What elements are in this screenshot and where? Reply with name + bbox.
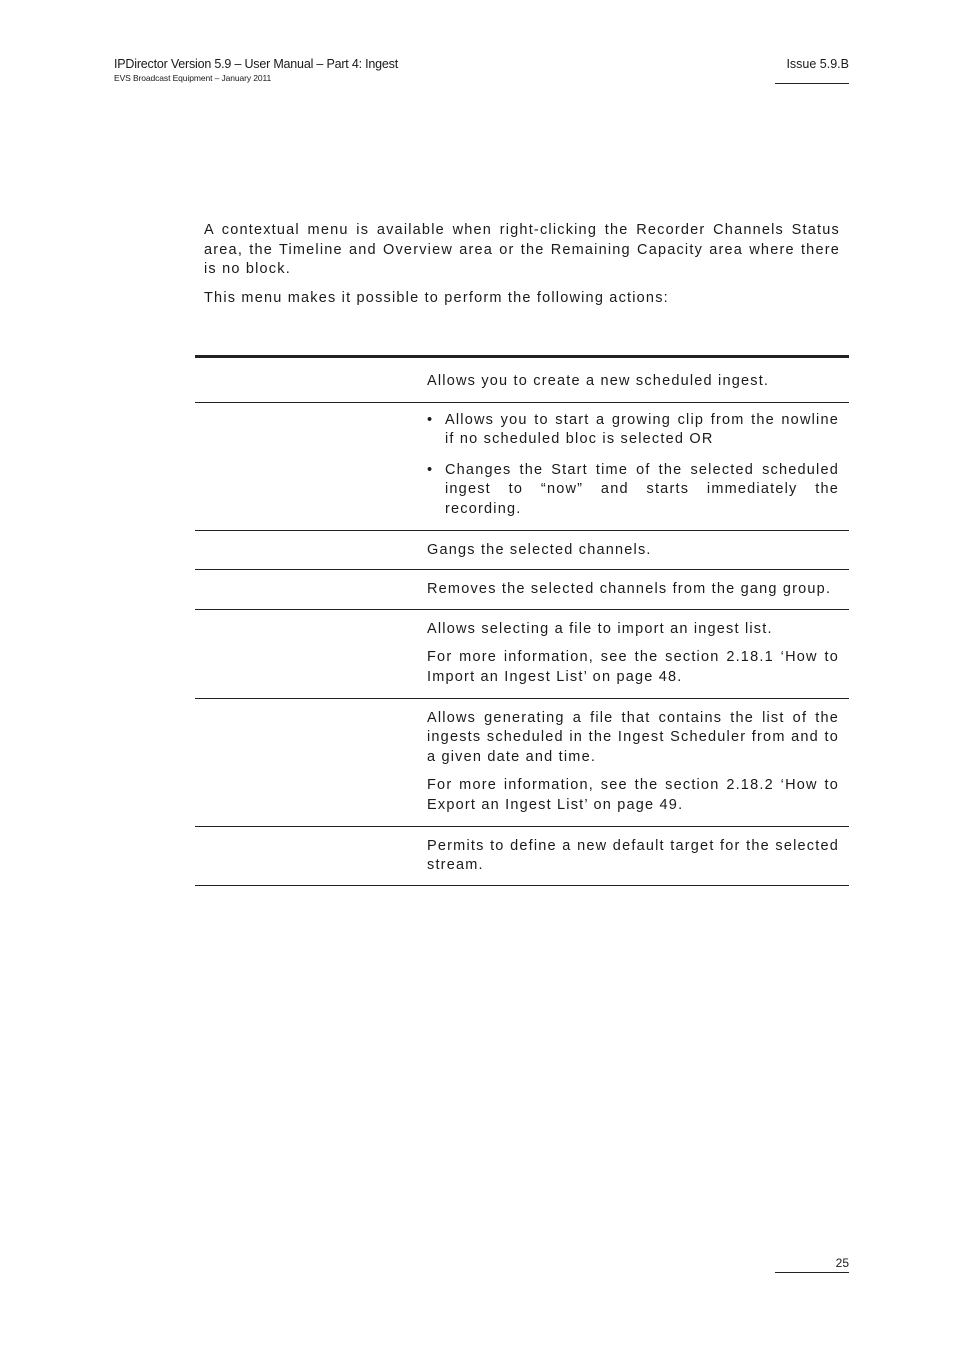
table-row [195, 358, 849, 403]
table-row [195, 403, 849, 531]
description-text: Gangs the selected channels. [427, 541, 652, 558]
page-header [114, 57, 398, 83]
action-name [195, 372, 417, 392]
description-text: Allows selecting a file to import an ingest list. [427, 620, 773, 637]
action-name [195, 837, 417, 876]
bullet-icon: • [427, 411, 434, 428]
bullet-icon: • [427, 461, 434, 478]
description-text: Removes the selected channels from the gang group. [427, 581, 832, 598]
action-description [417, 541, 849, 561]
action-description [417, 837, 849, 876]
actions-table [195, 355, 849, 886]
action-description [417, 372, 849, 392]
action-name [195, 411, 417, 520]
document-title: IPDirector Version 5.9 – User Manual – Part 4: Ingest [114, 57, 398, 71]
action-description [417, 580, 849, 600]
table-row [195, 531, 849, 571]
table-row [195, 610, 849, 699]
description-text: Allows generating a file that contains the list of the ingests scheduled in the Ingest Scheduler from and to a given date and time. [427, 709, 839, 765]
bullet-text: Allows you to start a growing clip from the nowline if no scheduled bloc is selected OR [445, 411, 839, 448]
description-text: Permits to define a new default target for the selected stream. [427, 837, 839, 874]
page-number: 25 [775, 1256, 849, 1273]
description-text: Allows you to create a new scheduled ingest. [427, 373, 770, 389]
intro-paragraph: A contextual menu is available when right-clicking the Recorder Channels Status area, the Timeline and Overview area or the Remaining Capacity area where there is no block. [204, 222, 840, 278]
table-row [195, 827, 849, 886]
cross-reference-text: For more information, see the section 2.18.1 ‘How to Import an Ingest List’ on page 48. [427, 649, 839, 685]
table-row [195, 699, 849, 827]
action-description [417, 620, 849, 688]
issue-label: Issue 5.9.B [775, 57, 849, 84]
action-name [195, 709, 417, 816]
intro-lead-in: This menu makes it possible to perform the following actions: [204, 290, 669, 306]
list-item [427, 411, 839, 450]
table-row [195, 570, 849, 610]
action-description [417, 411, 849, 520]
action-name [195, 620, 417, 688]
action-description [417, 709, 849, 816]
cross-reference-text: For more information, see the section 2.18.2 ‘How to Export an Ingest List’ on page 49. [427, 777, 839, 813]
action-name [195, 580, 417, 600]
list-item [427, 461, 839, 520]
action-name [195, 541, 417, 561]
bullet-text: Changes the Start time of the selected scheduled ingest to “now” and starts immediately the recording. [445, 461, 839, 517]
document-subtitle: EVS Broadcast Equipment – January 2011 [114, 73, 272, 83]
